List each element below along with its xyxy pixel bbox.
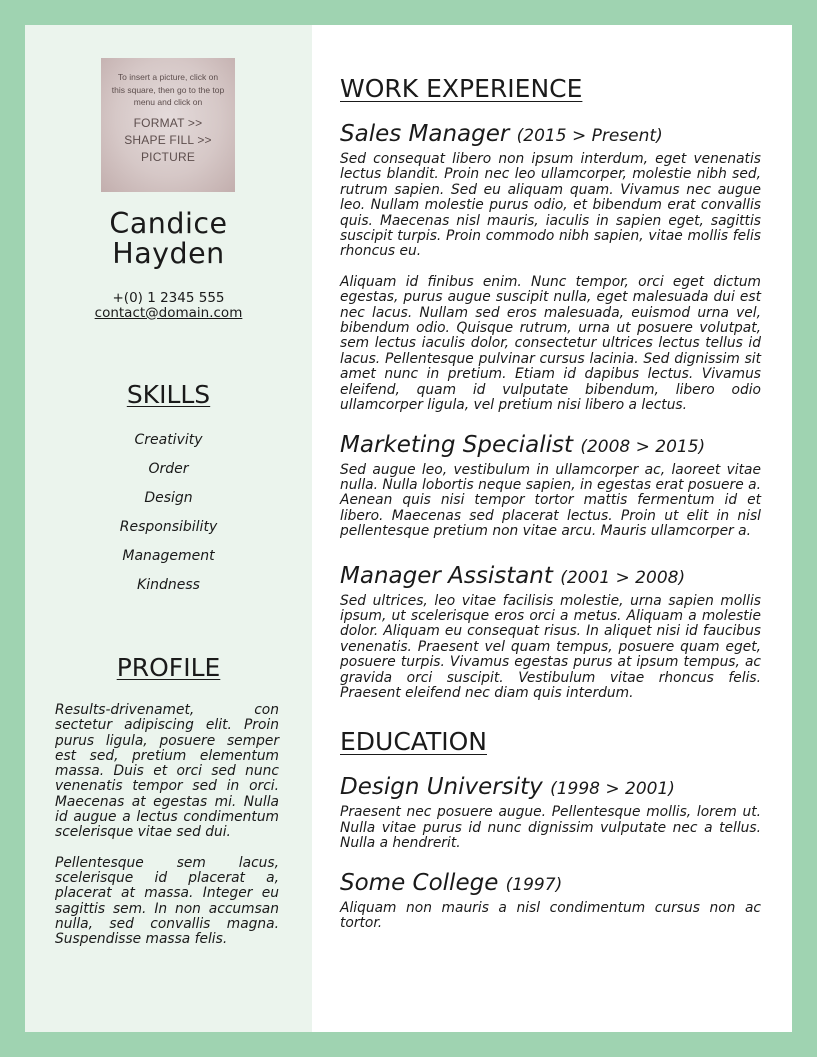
photo-command: FORMAT >> xyxy=(133,115,203,130)
job-description: Sed augue leo, vestibulum in ullamcorper ac, laoreet vitae nulla. Nulla lobortis neque sapien, in egestas erat posuere a. Aenean quis nisi tempor tortor mattis fermentum id et libero. Maecenas sed placerat lectus. Proin ut elit in nisl pellentesque pretium non vitae arcu. Mauris ullamcorper a. xyxy=(340,461,761,540)
job-title xyxy=(340,120,761,150)
sidebar xyxy=(25,25,312,1032)
profile-paragraph: Pellentesque sem lacus, scelerisque id placerat a, placerat at massa. Integer eu sagittis sem. In non accumsan nulla, sed convallis magna. Suspendisse massa felis. xyxy=(55,854,279,948)
school-title xyxy=(340,773,761,803)
first-name: Candice xyxy=(109,207,228,240)
main-content xyxy=(340,74,761,931)
job-entry xyxy=(340,562,761,702)
job-name: Sales Manager xyxy=(340,121,510,147)
phone-number: +(0) 1 2345 555 xyxy=(112,290,225,306)
job-dates: (2008 > 2015) xyxy=(580,436,706,457)
job-name: Manager Assistant xyxy=(340,562,553,589)
work-experience-heading: WORK EXPERIENCE xyxy=(340,74,583,103)
education-heading: EDUCATION xyxy=(340,727,487,757)
photo-placeholder[interactable] xyxy=(101,58,235,192)
photo-command: SHAPE FILL >> xyxy=(124,132,212,147)
education-entry xyxy=(340,869,761,932)
education-entry xyxy=(340,773,761,851)
skill-item: Kindness xyxy=(137,577,200,593)
contact-info xyxy=(25,291,312,320)
photo-commands xyxy=(101,115,235,166)
skill-item: Design xyxy=(144,490,193,506)
school-title xyxy=(340,869,761,899)
profile-paragraph: Results-drivenamet, con sectetur adipiscing elit. Proin purus ligula, posuere semper est sed, pretium elementum massa. Duis et orci sed nunc venenatis tempor sed in orci. Maecenas at egestas mi. Nulla id augue a lectus condimentum scelerisque vitae sed dui. xyxy=(55,702,279,841)
school-dates: (1997) xyxy=(505,874,563,895)
skills-list xyxy=(25,429,312,603)
photo-instruction: To insert a picture, click on this square, then go to the top menu and click on xyxy=(111,72,225,107)
job-entry xyxy=(340,431,761,540)
skill-item: Creativity xyxy=(134,432,203,448)
email-link[interactable]: contact@domain.com xyxy=(94,304,243,321)
school-name: Design University xyxy=(340,774,543,801)
job-dates: (2001 > 2008) xyxy=(560,567,686,588)
profile-heading: PROFILE xyxy=(116,653,221,682)
school-description: Praesent nec posuere augue. Pellentesque mollis, lorem ut. Nulla vitae purus id nunc dignissim vulputate nec a tellus. Nulla a hendrerit. xyxy=(340,804,761,852)
job-title xyxy=(340,562,761,592)
skills-heading: SKILLS xyxy=(126,380,211,409)
job-name: Marketing Specialist xyxy=(340,431,574,458)
last-name: Hayden xyxy=(112,237,225,270)
job-dates: (2015 > Present) xyxy=(516,126,663,146)
school-name: Some College xyxy=(340,869,499,896)
job-description: Sed ultrices, leo vitae facilisis molestie, urna sapien mollis ipsum, ut scelerisque eros orci a metus. Aliquam a molestie dolor. Aliquam eu consequat risus. In aliquet nisi id faucibus venenatis. Praesent vel quam tempus, posuere quam eget, posuere turpis. Vivamus egestas purus at ipsum tempus, ac gravida orci suscipit. Vestibulum vitae rhoncus felis. Praesent eleifend nec diam quis interdum. xyxy=(340,592,761,701)
candidate-name xyxy=(25,209,312,269)
skill-item: Responsibility xyxy=(119,519,218,535)
skill-item: Order xyxy=(148,461,189,477)
job-entry xyxy=(340,120,761,414)
school-dates: (1998 > 2001) xyxy=(550,779,675,800)
job-title xyxy=(340,431,761,461)
profile-text xyxy=(55,703,279,962)
resume-page xyxy=(25,25,792,1032)
job-description: Sed consequat libero non ipsum interdum, eget venenatis lectus blandit. Proin nec leo ullamcorper, molestie nibh sed, rutrum sapien. Sed eu aliquam quam. Vivamus nec augue leo. Nullam molestie purus odio, et bibendum erat convallis quis. Maecenas nisl mauris, iaculis in sapien eget, sagittis suscipit turpis. Proin commodo nibh sapien, vitae mollis felis rhoncus eu. xyxy=(340,151,761,260)
job-description: Aliquam id finibus enim. Nunc tempor, orci eget dictum egestas, purus augue suscipit nulla, eget malesuada dui est nec lacus. Nullam sed eros malesuada, euismod urna vel, bibendum odio. Quisque rutrum, urna ut posuere volutpat, sem lectus iaculis dolor, consectetur ultrices lectus tellus id lacus. Pellentesque pulvinar cursus lacinia. Sed dignissim sit amet nunc in pretium. Etiam id dapibus lectus. Vivamus eleifend, quam id vulputate bibendum, libero odio ullamcorper ligula, vel pretium nisi libero a lectus. xyxy=(340,273,761,414)
photo-command: PICTURE xyxy=(140,149,196,164)
skill-item: Management xyxy=(122,548,215,564)
school-description: Aliquam non mauris a nisl condimentum cursus non ac tortor. xyxy=(340,899,761,931)
